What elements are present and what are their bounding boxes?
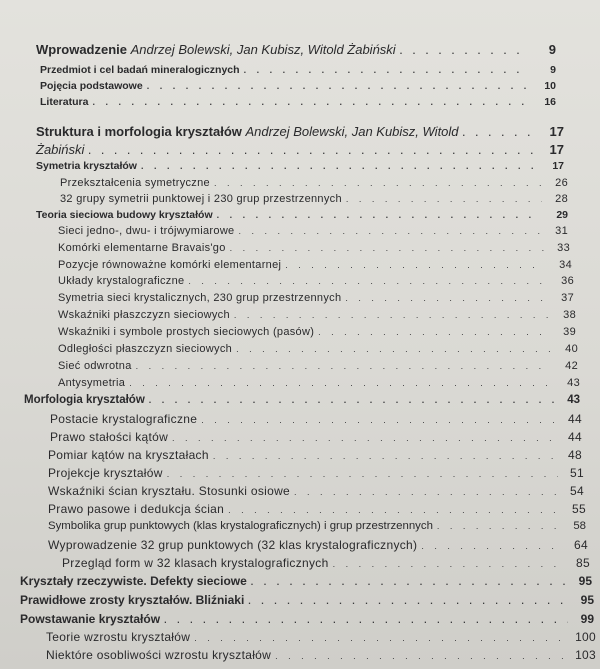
toc-page-number: 31	[555, 225, 568, 237]
toc-entry	[40, 64, 556, 76]
toc-page-number: 95	[580, 593, 594, 607]
toc-leader	[172, 433, 556, 443]
toc-leader	[236, 344, 552, 354]
toc-leader	[251, 577, 566, 587]
toc-page-number: 9	[548, 42, 556, 57]
toc-entry	[46, 648, 596, 662]
toc-page-number: 17	[552, 160, 564, 172]
toc-authors: Żabiński	[36, 142, 85, 157]
toc-leader	[141, 161, 538, 171]
toc-title: Projekcje kryształów	[48, 466, 163, 480]
toc-title: Odległości płaszczyzn sieciowych	[58, 343, 233, 355]
toc-entry	[58, 225, 568, 237]
toc-entry	[60, 193, 568, 205]
toc-leader	[167, 469, 558, 479]
toc-page-number: 43	[567, 377, 580, 389]
toc-leader	[129, 378, 554, 388]
toc-entry	[58, 326, 576, 338]
toc-entry	[50, 430, 582, 444]
toc-title: Wskaźniki płaszczyzn sieciowych	[58, 309, 230, 321]
toc-leader	[248, 596, 568, 606]
toc-entry	[48, 538, 588, 552]
toc-page-number: 58	[573, 520, 586, 532]
toc-page-number: 37	[561, 292, 574, 304]
toc-page-number: 48	[568, 448, 582, 462]
toc-title: Prawidłowe zrosty kryształów. Bliźniaki	[20, 593, 245, 607]
toc-leader	[214, 178, 542, 188]
toc-page-number: 26	[555, 177, 568, 189]
toc-page-number: 17	[549, 124, 564, 139]
toc-title: Symetria sieci krystalicznych, 230 grup przestrzennych	[58, 292, 342, 304]
toc-page-number: 10	[544, 80, 556, 92]
toc-title: Pozycje równoważne komórki elementarnej	[58, 259, 282, 271]
toc-title: Morfologia kryształów	[24, 394, 145, 406]
toc-leader	[238, 226, 542, 236]
toc-title: Struktura i morfologia kryształów	[36, 124, 242, 139]
toc-leader	[275, 651, 570, 661]
toc-page-number: 38	[563, 309, 576, 321]
toc-leader	[400, 46, 530, 56]
toc-entry	[50, 412, 582, 426]
toc-page-number: 64	[574, 538, 588, 552]
toc-leader	[92, 97, 530, 107]
toc-entry	[20, 574, 592, 588]
toc-entry-struktura	[36, 124, 564, 139]
toc-title: Kryształy rzeczywiste. Defekty sieciowe	[20, 574, 247, 588]
toc-page-number: 9	[550, 64, 556, 76]
toc-leader	[463, 128, 538, 138]
toc-title: Prawo pasowe i dedukcja ścian	[48, 502, 225, 516]
toc-page-number: 34	[559, 259, 572, 271]
toc-entry	[58, 242, 570, 254]
toc-title: Antysymetria	[58, 377, 126, 389]
toc-title: Teorie wzrostu kryształów	[46, 630, 191, 644]
toc-page-number: 95	[578, 574, 592, 588]
toc-entry	[58, 377, 580, 389]
toc-leader	[147, 81, 530, 91]
toc-page-number: 51	[570, 466, 584, 480]
toc-title: Komórki elementarne Bravais'go	[58, 242, 226, 254]
toc-entry	[20, 593, 594, 607]
toc-leader	[345, 293, 548, 303]
toc-title: Wskaźniki ścian kryształu. Stosunki osiowe	[48, 484, 291, 498]
toc-entry	[40, 96, 556, 108]
toc-title: Przedmiot i cel badań mineralogicznych	[40, 64, 240, 76]
toc-authors: Andrzej Bolewski, Jan Kubisz, Witold	[245, 124, 459, 139]
toc-leader	[228, 505, 560, 515]
toc-leader	[201, 415, 556, 425]
toc-entry	[58, 343, 578, 355]
toc-title: Przekształcenia symetryczne	[60, 177, 210, 189]
toc-title: Niektóre osobliwości wzrostu kryształów	[46, 648, 272, 662]
toc-title: Pojęcia podstawowe	[40, 80, 143, 92]
toc-page-number: 85	[576, 556, 590, 570]
toc-entry	[62, 556, 590, 570]
toc-entry	[48, 484, 584, 498]
toc-title: Postacie krystalograficzne	[50, 412, 198, 426]
toc-entry	[48, 448, 582, 462]
toc-title: Pomiar kątów na kryształach	[48, 448, 209, 462]
toc-entry	[40, 80, 556, 92]
toc-leader	[217, 210, 542, 220]
toc-entry	[58, 360, 578, 372]
toc-entry	[48, 502, 586, 516]
toc-leader	[333, 559, 564, 569]
toc-page-number: 16	[544, 96, 556, 108]
toc-title: Symbolika grup punktowych (klas krystalograficznych) i grup przestrzennych	[48, 520, 433, 532]
toc-leader	[194, 633, 570, 643]
toc-entry	[48, 520, 586, 532]
toc-leader	[213, 451, 556, 461]
toc-leader	[164, 615, 568, 625]
toc-page-number: 55	[572, 502, 586, 516]
toc-page-number: 100	[575, 630, 596, 644]
toc-title: Sieci jedno-, dwu- i trójwymiarowe	[58, 225, 235, 237]
toc-page-number: 36	[561, 275, 574, 287]
toc-entry	[58, 309, 576, 321]
toc-authors: Andrzej Bolewski, Jan Kubisz, Witold Żabiński	[130, 42, 396, 57]
toc-title: Teoria sieciowa budowy kryształów	[36, 209, 213, 221]
toc-entry	[46, 630, 596, 644]
toc-page-number: 42	[565, 360, 578, 372]
toc-leader	[346, 194, 542, 204]
toc-leader	[234, 310, 550, 320]
toc-leader	[285, 260, 546, 270]
toc-title: Literatura	[40, 96, 89, 108]
toc-page-number: 28	[555, 193, 568, 205]
toc-entry	[48, 466, 584, 480]
toc-title: Sieć odwrotna	[58, 360, 132, 372]
toc-title: Symetria kryształów	[36, 160, 137, 172]
toc-page-number: 54	[570, 484, 584, 498]
toc-entry	[36, 209, 568, 221]
toc-page-number: 44	[568, 430, 582, 444]
toc-page-number: 103	[575, 648, 596, 662]
toc-leader	[437, 521, 560, 531]
toc-page-number: 43	[567, 394, 580, 406]
toc-title: Wskaźniki i symbole prostych sieciowych (pasów)	[58, 326, 315, 338]
toc-title: Prawo stałości kątów	[50, 430, 169, 444]
toc-leader	[421, 541, 562, 551]
toc-entry	[58, 292, 574, 304]
toc-entry-wprowadzenie	[36, 42, 556, 57]
toc-entry	[20, 612, 594, 626]
toc-page-number: 29	[556, 209, 568, 221]
toc-title: Wprowadzenie	[36, 42, 128, 57]
toc-page-number: 39	[563, 326, 576, 338]
toc-title: Przegląd form w 32 klasach krystalograficznych	[62, 556, 329, 570]
toc-page-number: 40	[565, 343, 578, 355]
toc-entry	[24, 394, 580, 406]
toc-leader	[136, 361, 552, 371]
toc-entry	[58, 275, 574, 287]
toc-leader	[149, 395, 554, 405]
toc-leader	[88, 146, 538, 156]
toc-entry-continuation	[36, 142, 564, 157]
toc-entry	[60, 177, 568, 189]
toc-title: Powstawanie kryształów	[20, 612, 161, 626]
toc-leader	[188, 276, 548, 286]
toc-title: Układy krystalograficzne	[58, 275, 185, 287]
toc-leader	[244, 65, 530, 75]
toc-page-number: 33	[557, 242, 570, 254]
toc-title: 32 grupy symetrii punktowej i 230 grup przestrzennych	[60, 193, 342, 205]
toc-leader	[294, 487, 558, 497]
toc-page-number: 44	[568, 412, 582, 426]
toc-entry	[58, 259, 572, 271]
toc-entry	[36, 160, 564, 172]
toc-page-number: 17	[549, 142, 564, 157]
toc-leader	[230, 243, 544, 253]
toc-title: Wyprowadzenie 32 grup punktowych (32 klas krystalograficznych)	[48, 538, 418, 552]
toc-page-number: 99	[580, 612, 594, 626]
toc-leader	[318, 327, 550, 337]
